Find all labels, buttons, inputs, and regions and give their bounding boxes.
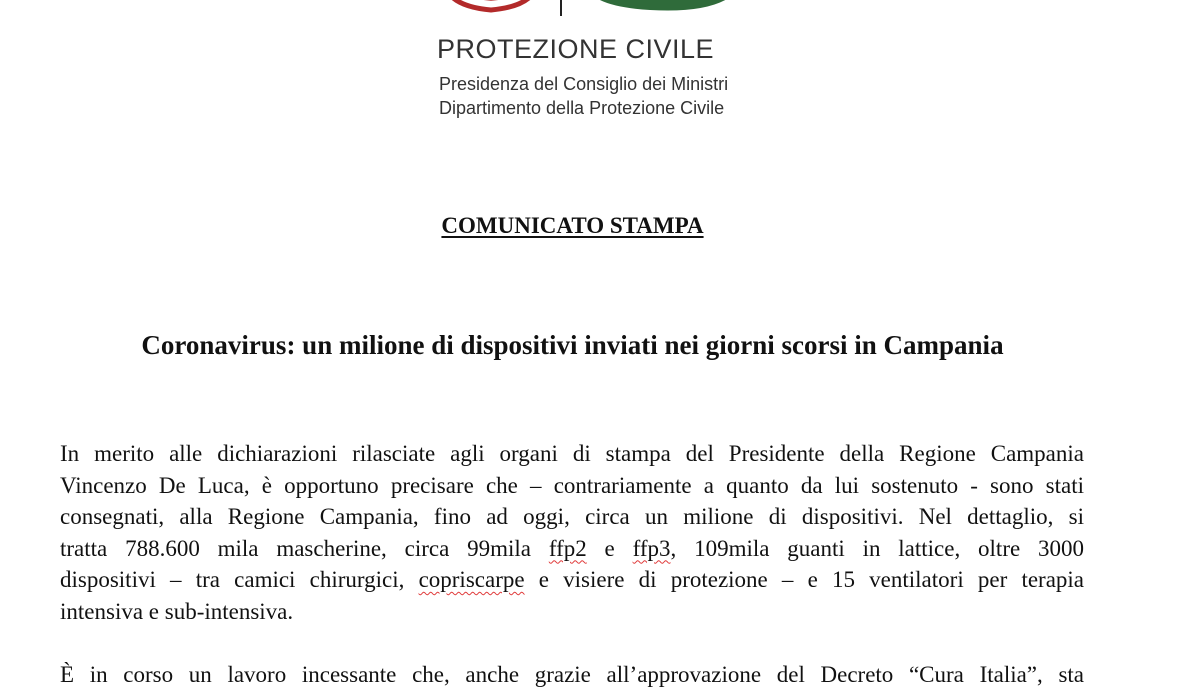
press-release-headline: Coronavirus: un milione di dispositivi inviati nei giorni scorsi in Campania — [141, 330, 1004, 360]
spellcheck-flagged-word: ffp2 — [548, 535, 587, 561]
paragraph-line: In merito alle dichiarazioni rilasciate agli organi di stampa del Presidente della Regione Campania — [60, 441, 1084, 466]
paragraph-line — [60, 533, 1084, 565]
green-leaf-logo-icon — [580, 0, 750, 16]
paragraph-line: consegnati, alla Regione Campania, fino ad oggi, circa un milione di dispositivi. Nel dettaglio, si — [60, 504, 1084, 529]
header-logo — [420, 0, 760, 16]
agency-subtitle-presidency: Presidenza del Consiglio dei Ministri — [439, 74, 729, 94]
paragraph-line — [60, 564, 1084, 596]
logo-divider — [560, 0, 562, 16]
text-run: e — [586, 535, 633, 561]
paragraph-line: intensiva e sub-intensiva. — [60, 598, 294, 624]
italian-republic-emblem-icon — [436, 0, 546, 16]
paragraph-line: Vincenzo De Luca, è opportuno precisare che – contrariamente a quanto da lui sostenuto - sono stati — [60, 472, 1084, 498]
body-paragraph-1 — [60, 438, 1084, 627]
text-run: tratta 788.600 mila mascherine, circa 99mila — [60, 535, 549, 561]
spellcheck-flagged-word: ffp3 — [632, 535, 671, 561]
spellcheck-flagged-word: copriscarpe — [418, 567, 525, 592]
agency-name: PROTEZIONE CIVILE — [437, 34, 715, 64]
text-run: e visiere di protezione – e 15 ventilatori per terapia — [524, 567, 1084, 592]
paragraph-line: È in corso un lavoro incessante che, anche grazie all’approvazione del Decreto “Cura Italia”, sta — [60, 662, 1084, 687]
agency-subtitle-department: Dipartimento della Protezione Civile — [439, 98, 725, 118]
text-run: , 109mila guanti in lattice, oltre 3000 — [670, 535, 1084, 561]
press-release-heading: COMUNICATO STAMPA — [441, 213, 704, 238]
text-run: dispositivi – tra camici chirurgici, — [60, 567, 419, 592]
